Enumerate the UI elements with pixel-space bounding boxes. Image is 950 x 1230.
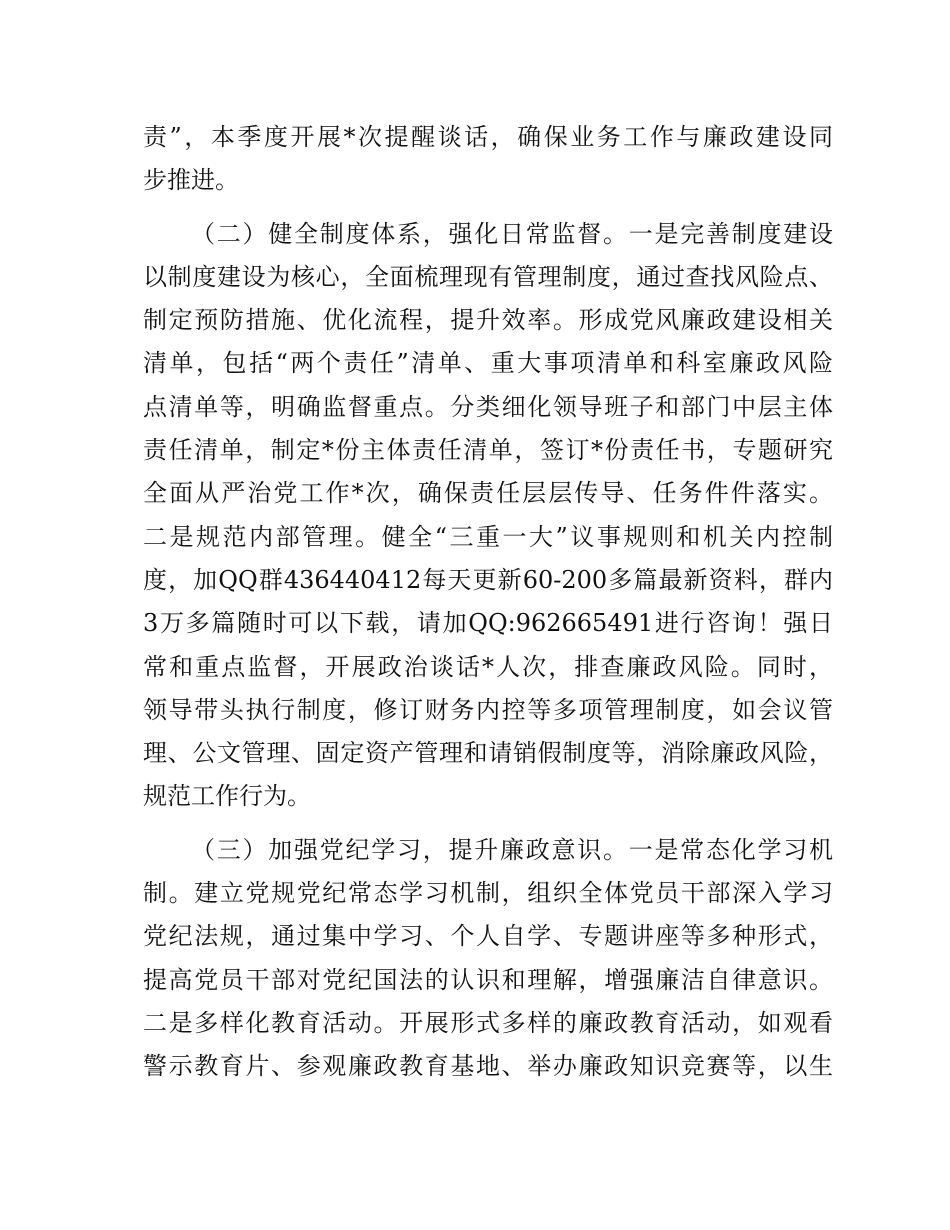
paragraph-spacer bbox=[143, 819, 833, 829]
text-line: 党纪法规，通过集中学习、个人自学、专题讲座等多种形式， bbox=[143, 922, 833, 951]
paragraph-section-three bbox=[143, 829, 833, 1089]
text-line: 制定预防措施、优化流程，提升效率。形成党风廉政建设相关 bbox=[143, 306, 833, 335]
text-line: 度，加QQ群436440412每天更新60-200多篇最新资料，群内 bbox=[143, 565, 833, 594]
text-line: 清单，包括“两个责任”清单、重大事项清单和科室廉政风险 bbox=[143, 349, 833, 378]
text-line: 点清单等，明确监督重点。分类细化领导班子和部门中层主体 bbox=[143, 392, 833, 421]
paragraph-continued bbox=[143, 116, 833, 203]
text-line: 二是规范内部管理。健全“三重一大”议事规则和机关内控制 bbox=[143, 522, 833, 551]
paragraph-spacer bbox=[143, 203, 833, 213]
text-line: 步推进。 bbox=[143, 166, 239, 195]
document-body bbox=[143, 116, 833, 1089]
text-line: 以制度建设为核心，全面梳理现有管理制度，通过查找风险点、 bbox=[143, 262, 833, 291]
text-line: 制。建立党规党纪常态学习机制，组织全体党员干部深入学习 bbox=[143, 879, 833, 908]
paragraph-section-two bbox=[143, 213, 833, 819]
text-line: 责任清单，制定*份主体责任清单，签订*份责任书，专题研究 bbox=[143, 436, 833, 465]
text-line: 3万多篇随时可以下载，请加QQ:962665491进行咨询！强日 bbox=[143, 609, 833, 638]
text-line: 规范工作行为。 bbox=[143, 782, 311, 811]
text-line: 提高党员干部对党纪国法的认识和理解，增强廉洁自律意识。 bbox=[143, 965, 833, 994]
text-line: 二是多样化教育活动。开展形式多样的廉政教育活动，如观看 bbox=[143, 1008, 833, 1037]
text-line: 常和重点监督，开展政治谈话*人次，排查廉政风险。同时， bbox=[143, 652, 833, 681]
section-heading-line: （二）健全制度体系，强化日常监督。一是完善制度建设 bbox=[191, 219, 833, 248]
text-line: 全面从严治党工作*次，确保责任层层传导、任务件件落实。 bbox=[143, 479, 833, 508]
section-heading-line: （三）加强党纪学习，提升廉政意识。一是常态化学习机 bbox=[191, 835, 833, 864]
text-line: 理、公文管理、固定资产管理和请销假制度等，消除廉政风险， bbox=[143, 739, 833, 768]
text-line: 警示教育片、参观廉政教育基地、举办廉政知识竞赛等，以生 bbox=[143, 1052, 833, 1081]
text-line: 领导带头执行制度，修订财务内控等多项管理制度，如会议管 bbox=[143, 695, 833, 724]
text-line: 责”，本季度开展*次提醒谈话，确保业务工作与廉政建设同 bbox=[143, 123, 833, 151]
